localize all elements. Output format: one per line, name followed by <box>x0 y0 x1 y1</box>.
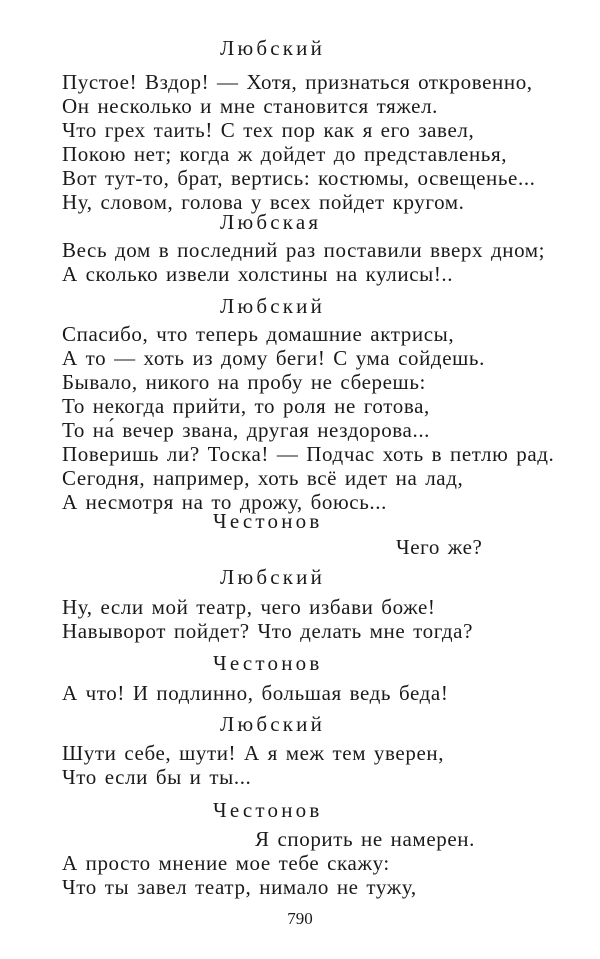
verse-line: Шути себе, шути! А я меж тем уверен, <box>62 741 445 765</box>
speaker-name: Любский <box>220 565 326 589</box>
verse-line: А то — хоть из дому беги! С ума сойдешь. <box>62 346 485 370</box>
verse-line: Весь дом в последний раз поставили вверх дном; <box>62 238 546 262</box>
speaker-name: Любская <box>220 210 322 234</box>
verse-line: А несмотря на то дрожу, боюсь... <box>62 490 387 514</box>
verse-line: Я спорить не намерен. <box>255 827 475 851</box>
verse-line: Покою нет; когда ж дойдет до представленья, <box>62 142 508 166</box>
speaker-name: Честонов <box>213 798 323 822</box>
verse-line: Что ты завел театр, нимало не тужу, <box>62 875 417 899</box>
verse-line: Вот тут-то, брат, вертись: костюмы, освещенье... <box>62 166 536 190</box>
speaker-name: Честонов <box>213 509 323 533</box>
verse-line: Он несколько и мне становится тяжел. <box>62 94 439 118</box>
speaker-name: Любский <box>220 36 326 60</box>
verse-line: Сегодня, например, хоть всё идет на лад, <box>62 466 464 490</box>
verse-line: Навыворот пойдет? Что делать мне тогда? <box>62 619 474 643</box>
verse-line: Поверишь ли? Тоска! — Подчас хоть в петлю рад. <box>62 442 555 466</box>
verse-line: То на́ вечер звана, другая нездорова... <box>62 418 431 442</box>
verse-line: Что если бы и ты... <box>62 765 252 789</box>
verse-line: Чего же? <box>396 535 483 559</box>
verse-line: Что грех таить! С тех пор как я его завел, <box>62 118 475 142</box>
verse-line: Спасибо, что теперь домашние актрисы, <box>62 322 455 346</box>
verse-line: А сколько извели холстины на кулисы!.. <box>62 262 454 286</box>
verse-line: А что! И подлинно, большая ведь беда! <box>62 681 449 705</box>
speaker-name: Честонов <box>213 651 323 675</box>
speaker-name: Любский <box>220 294 326 318</box>
verse-line: Ну, если мой театр, чего избави боже! <box>62 595 436 619</box>
verse-line: Пустое! Вздор! — Хотя, признаться откровенно, <box>62 70 533 94</box>
verse-line: А просто мнение мое тебе скажу: <box>62 851 390 875</box>
verse-line: То некогда прийти, то роля не готова, <box>62 394 430 418</box>
page-number: 790 <box>287 909 313 928</box>
verse-line: Ну, словом, голова у всех пойдет кругом. <box>62 190 465 214</box>
speaker-name: Любский <box>220 712 326 736</box>
verse-line: Бывало, никого на пробу не сберешь: <box>62 370 426 394</box>
